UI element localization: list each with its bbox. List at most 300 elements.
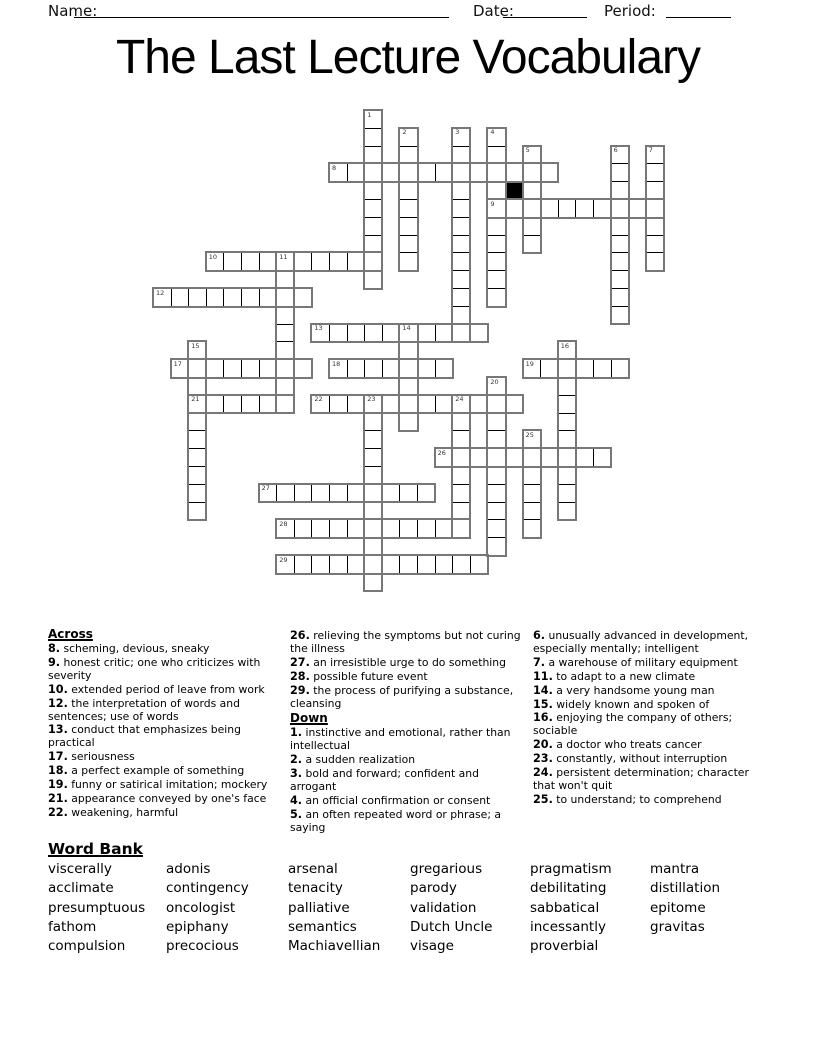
across-clues-overflow [290, 630, 524, 710]
grid-cell[interactable] [329, 484, 348, 503]
grid-cell[interactable] [364, 110, 383, 129]
grid-cell[interactable] [311, 519, 330, 538]
grid-cell[interactable] [188, 448, 207, 467]
clue-number: 14. [533, 683, 553, 697]
grid-cell[interactable] [311, 484, 330, 503]
grid-cell[interactable] [329, 519, 348, 538]
clue-3: 3. bold and forward; confident and arrogant [290, 767, 479, 794]
grid-cell[interactable] [399, 181, 418, 200]
grid-cell[interactable] [364, 466, 383, 485]
clue-11: 11. to adapt to a new climate [533, 669, 696, 683]
grid-cell[interactable] [487, 252, 506, 271]
cell-number: 15 [191, 341, 200, 350]
grid-cell[interactable] [399, 484, 418, 503]
grid-cell[interactable] [329, 163, 348, 182]
grid-cell[interactable] [223, 252, 242, 271]
grid-cell[interactable] [558, 377, 577, 396]
grid-cell[interactable] [399, 519, 418, 538]
grid-cell[interactable] [558, 502, 577, 521]
word-bank-word: proverbial [530, 938, 599, 955]
grid-cell[interactable] [487, 537, 506, 556]
grid-cell[interactable] [452, 395, 471, 414]
grid-cell[interactable] [276, 519, 295, 538]
cell-number: 4 [490, 128, 495, 137]
grid-cell[interactable] [487, 413, 506, 432]
grid-cell[interactable] [399, 395, 418, 414]
grid-cell[interactable] [575, 448, 594, 467]
grid-cell[interactable] [487, 163, 506, 182]
period-line[interactable] [666, 17, 731, 18]
grid-cell[interactable] [611, 288, 630, 307]
grid-cell[interactable] [347, 519, 366, 538]
grid-cell[interactable] [435, 519, 454, 538]
grid-cell[interactable] [311, 555, 330, 574]
grid-cell[interactable] [399, 341, 418, 360]
word-bank-word: pragmatism [530, 861, 612, 877]
grid-cell[interactable] [241, 252, 260, 271]
cell-number: 7 [648, 146, 653, 155]
grid-cell[interactable] [347, 163, 366, 182]
grid-cell[interactable] [153, 288, 172, 307]
clue-21: 21. appearance conveyed by one's face [48, 791, 267, 805]
grid-cell[interactable] [558, 413, 577, 432]
grid-cell[interactable] [399, 555, 418, 574]
grid-cell[interactable] [399, 128, 418, 147]
grid-cell[interactable] [188, 413, 207, 432]
grid-cell[interactable] [364, 555, 383, 574]
grid-cell[interactable] [487, 270, 506, 289]
word-bank-word: semantics [288, 918, 357, 935]
grid-cell[interactable] [311, 324, 330, 343]
grid-cell[interactable] [188, 288, 207, 307]
grid-cell[interactable] [276, 324, 295, 343]
clue-number: 25. [533, 792, 553, 806]
grid-cell[interactable] [259, 395, 278, 414]
grid-cell[interactable] [646, 163, 665, 182]
grid-cell[interactable] [487, 199, 506, 218]
grid-cell[interactable] [523, 359, 542, 378]
cell-number: 9 [490, 199, 495, 208]
grid-cell[interactable] [188, 359, 207, 378]
grid-cell[interactable] [382, 324, 401, 343]
grid-cell[interactable] [382, 555, 401, 574]
grid-cell[interactable] [294, 484, 313, 503]
grid-cell[interactable] [452, 519, 471, 538]
grid-cell[interactable] [399, 377, 418, 396]
grid-cell[interactable] [611, 163, 630, 182]
down-clues-overflow [533, 630, 753, 807]
grid-cell[interactable] [347, 555, 366, 574]
grid-cell[interactable] [188, 430, 207, 449]
grid-cell[interactable] [399, 163, 418, 182]
grid-cell[interactable] [364, 573, 383, 592]
grid-cell[interactable] [382, 484, 401, 503]
word-bank-word: epitome [650, 899, 706, 916]
grid-cell[interactable] [364, 519, 383, 538]
clue-number: 8. [48, 642, 61, 655]
grid-cell[interactable] [399, 359, 418, 378]
grid-cell[interactable] [364, 430, 383, 449]
grid-cell[interactable] [188, 502, 207, 521]
black-cell [505, 181, 524, 200]
word-bank-word: contingency [166, 880, 249, 897]
grid-cell[interactable] [399, 324, 418, 343]
grid-cell[interactable] [364, 537, 383, 556]
grid-cell[interactable] [347, 395, 366, 414]
grid-cell[interactable] [382, 163, 401, 182]
grid-cell[interactable] [399, 252, 418, 271]
grid-cell[interactable] [364, 448, 383, 467]
word-bank-word: visage [410, 938, 454, 955]
grid-cell[interactable] [259, 484, 278, 503]
word-bank-column-4 [410, 860, 492, 956]
grid-cell[interactable] [505, 163, 524, 182]
grid-cell[interactable] [646, 181, 665, 200]
grid-cell[interactable] [364, 199, 383, 218]
grid-cell[interactable] [593, 199, 612, 218]
grid-cell[interactable] [523, 484, 542, 503]
grid-cell[interactable] [417, 163, 436, 182]
clue-7: 7. a warehouse of military equipment [533, 655, 738, 669]
grid-cell[interactable] [452, 306, 471, 325]
grid-cell[interactable] [435, 395, 454, 414]
grid-cell[interactable] [399, 146, 418, 165]
grid-cell[interactable] [487, 235, 506, 254]
grid-cell[interactable] [611, 270, 630, 289]
grid-cell[interactable] [206, 359, 225, 378]
grid-cell[interactable] [347, 252, 366, 271]
clue-number: 28. [290, 669, 310, 683]
grid-cell[interactable] [364, 163, 383, 182]
grid-cell[interactable] [364, 324, 383, 343]
grid-cell[interactable] [470, 324, 489, 343]
clue-17: 17. seriousness [48, 750, 135, 764]
grid-cell[interactable] [241, 288, 260, 307]
grid-cell[interactable] [347, 359, 366, 378]
grid-cell[interactable] [452, 199, 471, 218]
grid-cell[interactable] [487, 128, 506, 147]
name-label: Name: [48, 2, 98, 20]
grid-cell[interactable] [487, 502, 506, 521]
grid-cell[interactable] [364, 252, 383, 271]
grid-cell[interactable] [611, 181, 630, 200]
grid-cell[interactable] [329, 359, 348, 378]
clue-number: 7. [533, 655, 546, 669]
grid-cell[interactable] [452, 466, 471, 485]
cell-number: 5 [525, 146, 530, 155]
grid-cell[interactable] [347, 484, 366, 503]
grid-cell[interactable] [452, 413, 471, 432]
grid-cell[interactable] [417, 395, 436, 414]
grid-cell[interactable] [558, 448, 577, 467]
grid-cell[interactable] [452, 163, 471, 182]
grid-cell[interactable] [487, 377, 506, 396]
grid-cell[interactable] [347, 324, 366, 343]
grid-cell[interactable] [294, 359, 313, 378]
grid-cell[interactable] [611, 146, 630, 165]
grid-cell[interactable] [487, 466, 506, 485]
grid-cell[interactable] [523, 163, 542, 182]
grid-cell[interactable] [206, 395, 225, 414]
grid-cell[interactable] [611, 217, 630, 236]
clue-26: 26. relieving the symptoms but not curing the illness [290, 629, 521, 655]
grid-cell[interactable] [364, 359, 383, 378]
grid-cell[interactable] [558, 395, 577, 414]
word-bank-word: adonis [166, 861, 211, 877]
grid-cell[interactable] [294, 555, 313, 574]
clue-19: 19. funny or satirical imitation; mockery [48, 778, 268, 792]
clue-24: 24. persistent determination; character that won't quit [533, 766, 749, 792]
grid-cell[interactable] [294, 288, 313, 307]
word-bank-word: compulsion [48, 938, 126, 955]
grid-cell[interactable] [276, 270, 295, 289]
grid-cell[interactable] [611, 235, 630, 254]
grid-cell[interactable] [223, 288, 242, 307]
page-title: The Last Lecture Vocabulary [115, 31, 701, 84]
grid-cell[interactable] [523, 502, 542, 521]
grid-cell[interactable] [276, 288, 295, 307]
cell-number: 23 [367, 395, 376, 404]
grid-cell[interactable] [523, 448, 542, 467]
clue-number: 18. [48, 764, 68, 778]
grid-cell[interactable] [452, 252, 471, 271]
grid-cell[interactable] [523, 199, 542, 218]
grid-cell[interactable] [611, 199, 630, 218]
grid-cell[interactable] [487, 484, 506, 503]
name-line[interactable] [74, 17, 449, 18]
grid-cell[interactable] [206, 288, 225, 307]
clue-4: 4. an official confirmation or consent [290, 793, 491, 807]
grid-cell[interactable] [558, 199, 577, 218]
grid-cell[interactable] [188, 377, 207, 396]
grid-cell[interactable] [364, 270, 383, 289]
grid-cell[interactable] [611, 306, 630, 325]
grid-cell[interactable] [241, 359, 260, 378]
clue-27: 27. an irresistible urge to do something [290, 655, 507, 669]
grid-cell[interactable] [523, 181, 542, 200]
clue-25: 25. to understand; to comprehend [533, 792, 722, 806]
grid-cell[interactable] [646, 199, 665, 218]
grid-cell[interactable] [206, 252, 225, 271]
grid-cell[interactable] [470, 448, 489, 467]
grid-cell[interactable] [276, 395, 295, 414]
grid-cell[interactable] [540, 448, 559, 467]
cell-number: 18 [332, 359, 341, 368]
grid-cell[interactable] [470, 395, 489, 414]
grid-cell[interactable] [540, 359, 559, 378]
grid-cell[interactable] [259, 288, 278, 307]
clue-5: 5. an often repeated word or phrase; a saying [290, 807, 502, 834]
grid-cell[interactable] [487, 448, 506, 467]
grid-cell[interactable] [452, 217, 471, 236]
grid-cell[interactable] [505, 395, 524, 414]
grid-cell[interactable] [487, 181, 506, 200]
cell-number: 25 [525, 430, 534, 439]
grid-cell[interactable] [223, 359, 242, 378]
grid-cell[interactable] [558, 466, 577, 485]
grid-cell[interactable] [611, 252, 630, 271]
grid-cell[interactable] [558, 341, 577, 360]
clue-column-2 [290, 627, 524, 836]
grid-cell[interactable] [294, 252, 313, 271]
word-bank-word: epiphany [166, 918, 229, 935]
across-header: Across [48, 627, 93, 641]
word-bank-word: validation [410, 899, 477, 916]
grid-cell[interactable] [558, 359, 577, 378]
clue-number: 19. [48, 778, 68, 792]
grid-cell[interactable] [417, 519, 436, 538]
clue-number: 24. [533, 766, 553, 780]
grid-cell[interactable] [452, 146, 471, 165]
grid-cell[interactable] [382, 359, 401, 378]
grid-cell[interactable] [364, 502, 383, 521]
grid-cell[interactable] [276, 341, 295, 360]
word-bank-word: Dutch Uncle [410, 918, 493, 935]
grid-cell[interactable] [329, 395, 348, 414]
grid-cell[interactable] [188, 466, 207, 485]
grid-cell[interactable] [523, 146, 542, 165]
grid-cell[interactable] [487, 430, 506, 449]
grid-cell[interactable] [276, 359, 295, 378]
word-bank-word: acclimate [48, 880, 114, 897]
clue-20: 20. a doctor who treats cancer [533, 738, 702, 752]
grid-cell[interactable] [487, 288, 506, 307]
grid-cell[interactable] [399, 235, 418, 254]
grid-cell[interactable] [523, 235, 542, 254]
grid-cell[interactable] [558, 484, 577, 503]
grid-cell[interactable] [399, 413, 418, 432]
grid-cell[interactable] [452, 270, 471, 289]
grid-cell[interactable] [452, 502, 471, 521]
grid-cell[interactable] [435, 448, 454, 467]
grid-cell[interactable] [452, 288, 471, 307]
grid-cell[interactable] [646, 252, 665, 271]
grid-cell[interactable] [294, 519, 313, 538]
grid-cell[interactable] [276, 306, 295, 325]
grid-cell[interactable] [364, 484, 383, 503]
grid-cell[interactable] [276, 484, 295, 503]
word-bank-column-2 [166, 860, 249, 956]
grid-cell[interactable] [311, 395, 330, 414]
grid-cell[interactable] [171, 288, 190, 307]
grid-cell[interactable] [399, 217, 418, 236]
clue-number: 6. [533, 629, 546, 642]
grid-cell[interactable] [364, 235, 383, 254]
grid-cell[interactable] [646, 217, 665, 236]
grid-cell[interactable] [575, 199, 594, 218]
clue-13: 13. conduct that emphasizes being practical [48, 723, 241, 750]
grid-cell[interactable] [452, 430, 471, 449]
clue-number: 5. [290, 807, 303, 821]
grid-cell[interactable] [575, 359, 594, 378]
grid-cell[interactable] [417, 324, 436, 343]
grid-cell[interactable] [505, 199, 524, 218]
grid-cell[interactable] [417, 555, 436, 574]
grid-cell[interactable] [417, 484, 436, 503]
grid-cell[interactable] [435, 163, 454, 182]
grid-cell[interactable] [241, 395, 260, 414]
grid-cell[interactable] [646, 146, 665, 165]
grid-cell[interactable] [611, 359, 630, 378]
clue-number: 12. [48, 696, 68, 710]
grid-cell[interactable] [382, 395, 401, 414]
grid-cell[interactable] [452, 181, 471, 200]
grid-cell[interactable] [540, 163, 559, 182]
grid-cell[interactable] [276, 252, 295, 271]
grid-cell[interactable] [593, 448, 612, 467]
cell-number: 11 [279, 252, 288, 261]
grid-cell[interactable] [628, 199, 647, 218]
grid-cell[interactable] [593, 359, 612, 378]
grid-cell[interactable] [558, 430, 577, 449]
grid-cell[interactable] [259, 252, 278, 271]
grid-cell[interactable] [435, 324, 454, 343]
grid-cell[interactable] [487, 146, 506, 165]
grid-cell[interactable] [452, 324, 471, 343]
grid-cell[interactable] [364, 181, 383, 200]
grid-cell[interactable] [364, 128, 383, 147]
grid-cell[interactable] [452, 128, 471, 147]
grid-cell[interactable] [223, 395, 242, 414]
grid-cell[interactable] [505, 448, 524, 467]
grid-cell[interactable] [329, 252, 348, 271]
grid-cell[interactable] [311, 252, 330, 271]
grid-cell[interactable] [487, 217, 506, 236]
clue-number: 22. [48, 805, 68, 819]
clue-column-3 [533, 627, 753, 808]
grid-cell[interactable] [523, 519, 542, 538]
grid-cell[interactable] [452, 484, 471, 503]
grid-cell[interactable] [487, 519, 506, 538]
cell-number: 2 [402, 128, 407, 137]
grid-cell[interactable] [382, 519, 401, 538]
grid-cell[interactable] [452, 555, 471, 574]
grid-cell[interactable] [452, 235, 471, 254]
grid-cell[interactable] [364, 395, 383, 414]
grid-cell[interactable] [452, 448, 471, 467]
word-bank-word: arsenal [288, 861, 338, 877]
grid-cell[interactable] [399, 199, 418, 218]
grid-cell[interactable] [523, 217, 542, 236]
grid-cell[interactable] [364, 146, 383, 165]
grid-cell[interactable] [329, 324, 348, 343]
grid-cell[interactable] [646, 235, 665, 254]
grid-cell[interactable] [259, 359, 278, 378]
grid-cell[interactable] [276, 555, 295, 574]
clue-number: 17. [48, 750, 68, 764]
grid-cell[interactable] [540, 199, 559, 218]
word-bank-word: oncologist [166, 899, 236, 916]
date-line[interactable] [503, 17, 587, 18]
grid-cell[interactable] [487, 395, 506, 414]
grid-cell[interactable] [364, 217, 383, 236]
grid-cell[interactable] [435, 555, 454, 574]
grid-cell[interactable] [470, 163, 489, 182]
grid-cell[interactable] [435, 359, 454, 378]
grid-cell[interactable] [188, 484, 207, 503]
grid-cell[interactable] [188, 341, 207, 360]
grid-cell[interactable] [276, 377, 295, 396]
grid-cell[interactable] [171, 359, 190, 378]
grid-cell[interactable] [188, 395, 207, 414]
grid-cell[interactable] [329, 555, 348, 574]
grid-cell[interactable] [523, 430, 542, 449]
grid-cell[interactable] [470, 555, 489, 574]
grid-cell[interactable] [523, 466, 542, 485]
grid-cell[interactable] [417, 359, 436, 378]
grid-cell[interactable] [364, 413, 383, 432]
clue-number: 23. [533, 752, 553, 766]
